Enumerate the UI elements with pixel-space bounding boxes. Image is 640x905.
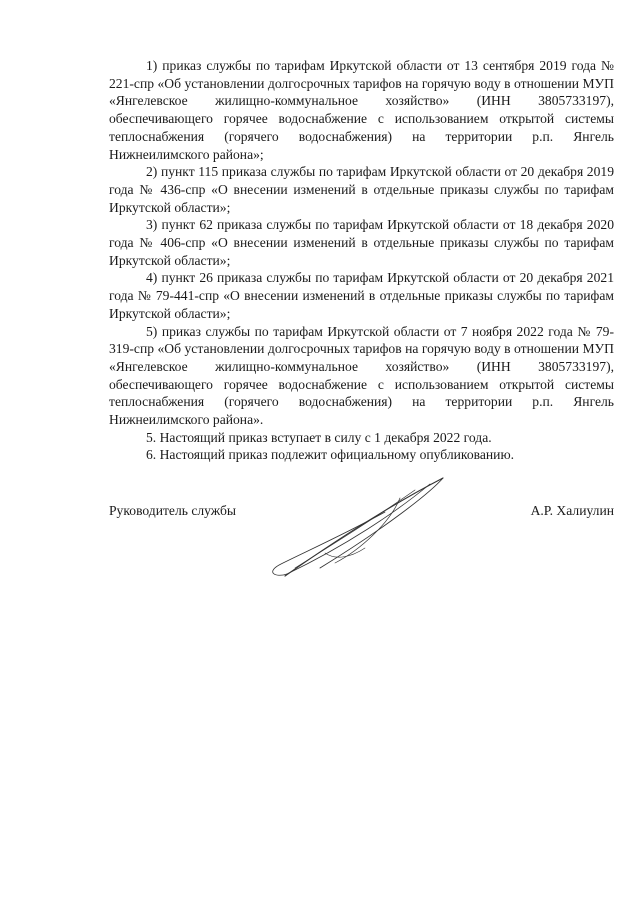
handwritten-signature <box>225 468 450 583</box>
signer-position: Руководитель службы <box>109 503 237 518</box>
document-body <box>109 57 614 464</box>
paragraph-6: 5. Настоящий приказ вступает в силу с 1 декабря 2022 года. <box>146 429 492 445</box>
signer-name: А.Р. Халиулин <box>530 503 614 518</box>
paragraph-3: 3) пункт 62 приказа службы по тарифам Иркутской области от 18 декабря 2020 года № 406-спр «О внесении изменений в отдельные приказы службы по тарифам Иркутской области»; <box>109 217 614 268</box>
paragraph-2: 2) пункт 115 приказа службы по тарифам Иркутской области от 20 декабря 2019 года № 436-спр «О внесении изменений в отдельные приказы службы по тарифам Иркутской области»; <box>109 164 614 215</box>
paragraph-7: 6. Настоящий приказ подлежит официальному опубликованию. <box>146 447 514 463</box>
paragraph-1: 1) приказ службы по тарифам Иркутской области от 13 сентября 2019 года № 221-спр «Об установлении долгосрочных тарифов на горячую воду в отношении МУП «Янгелевское жилищно-коммунальное хозяйство» (ИНН 3805733197), обеспечивающего горячее водоснабжение с использованием открытой системы теплоснабжения (горячего водоснабжения) на территории р.п. Янгель Нижнеилимского района»; <box>109 58 614 162</box>
paragraph-4: 4) пункт 26 приказа службы по тарифам Иркутской области от 20 декабря 2021 года № 79-441-спр «О внесении изменений в отдельные приказы службы по тарифам Иркутской области»; <box>109 270 614 321</box>
paragraph-5: 5) приказ службы по тарифам Иркутской области от 7 ноября 2022 года № 79-319-спр «Об установлении долгосрочных тарифов на горячую воду в отношении МУП «Янгелевское жилищно-коммунальное хозяйство» (ИНН 3805733197), обеспечивающего горячее водоснабжение с использованием открытой системы теплоснабжения (горячего водоснабжения) на территории р.п. Янгель Нижнеилимского района». <box>109 323 614 428</box>
